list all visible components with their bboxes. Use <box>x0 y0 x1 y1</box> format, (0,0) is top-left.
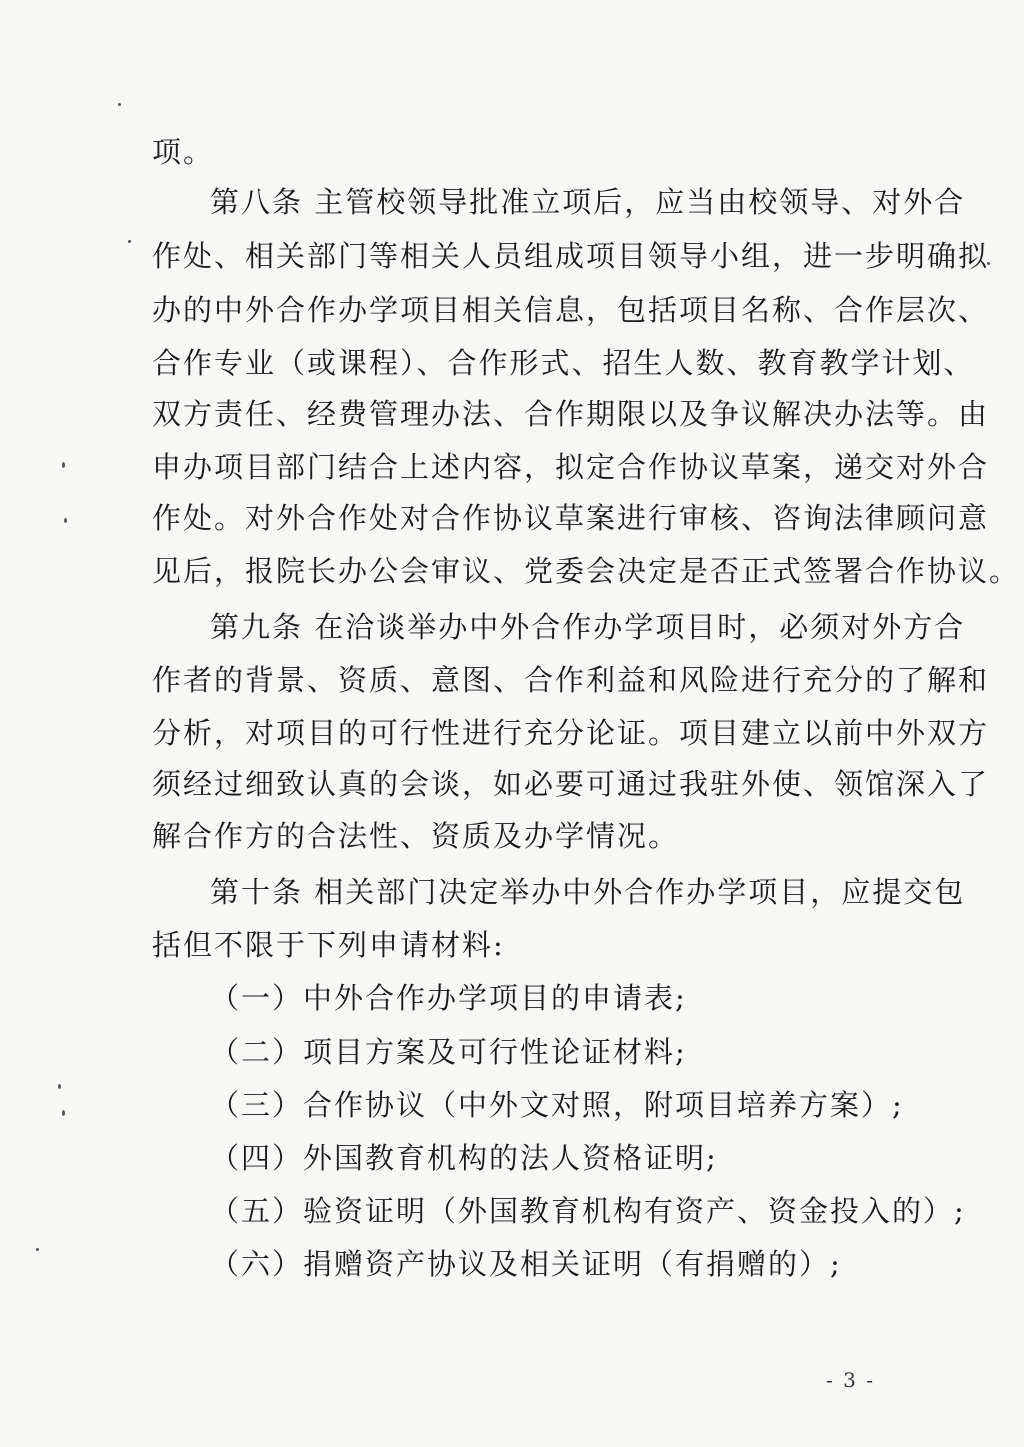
text-line: 见后，报院长办公会审议、党委会决定是否正式签署合作协议。 <box>152 554 1021 588</box>
text-line: 括但不限于下列申请材料: <box>152 928 505 962</box>
text-line: 作处、相关部门等相关人员组成项目领导小组，进一步明确拟 <box>152 239 990 273</box>
scan-speck <box>64 518 67 523</box>
text-line: 双方责任、经费管理办法、合作期限以及争议解决办法等。由 <box>152 397 990 431</box>
article-8-heading-line: 第八条 主管校领导批准立项后，应当由校领导、对外合 <box>210 185 966 219</box>
list-item: （六）捐赠资产协议及相关证明（有捐赠的）; <box>210 1247 842 1281</box>
text-line: 解合作方的合法性、资质及办学情况。 <box>152 819 680 853</box>
article-10-heading-line: 第十条 相关部门决定举办中外合作办学项目，应提交包 <box>210 875 966 909</box>
page-number: - 3 - <box>826 1368 875 1392</box>
text-line: 办的中外合作办学项目相关信息，包括项目名称、合作层次、 <box>152 293 990 327</box>
text-line: 作者的背景、资质、意图、合作利益和风险进行充分的了解和 <box>152 663 990 697</box>
list-item: （三）合作协议（中外文对照，附项目培养方案）; <box>210 1088 904 1122</box>
scan-speck <box>58 1084 61 1089</box>
scan-speck <box>128 240 131 243</box>
text-line: 须经过细致认真的会谈，如必要可通过我驻外使、领馆深入了 <box>152 767 990 801</box>
list-item: （五）验资证明（外国教育机构有资产、资金投入的）; <box>210 1194 966 1228</box>
text-line: 分析，对项目的可行性进行充分论证。项目建立以前中外双方 <box>152 716 990 750</box>
text-line: 申办项目部门结合上述内容，拟定合作协议草案，递交对外合 <box>152 450 990 484</box>
list-item: （四）外国教育机构的法人资格证明; <box>210 1141 718 1175</box>
scan-speck <box>62 1110 65 1116</box>
list-item: （二）项目方案及可行性论证材料; <box>210 1035 687 1069</box>
article-9-heading-line: 第九条 在洽谈举办中外合作办学项目时，必须对外方合 <box>210 610 966 644</box>
list-item: （一）中外合作办学项目的申请表; <box>210 981 687 1015</box>
scan-speck <box>36 1248 39 1251</box>
scan-speck <box>62 462 65 468</box>
scan-speck <box>118 103 121 106</box>
text-line: 合作专业（或课程）、合作形式、招生人数、教育教学计划、 <box>152 346 975 380</box>
text-line: 项。 <box>152 135 215 169</box>
text-line: 作处。对外合作处对合作协议草案进行审核、咨询法律顾问意 <box>152 501 990 535</box>
